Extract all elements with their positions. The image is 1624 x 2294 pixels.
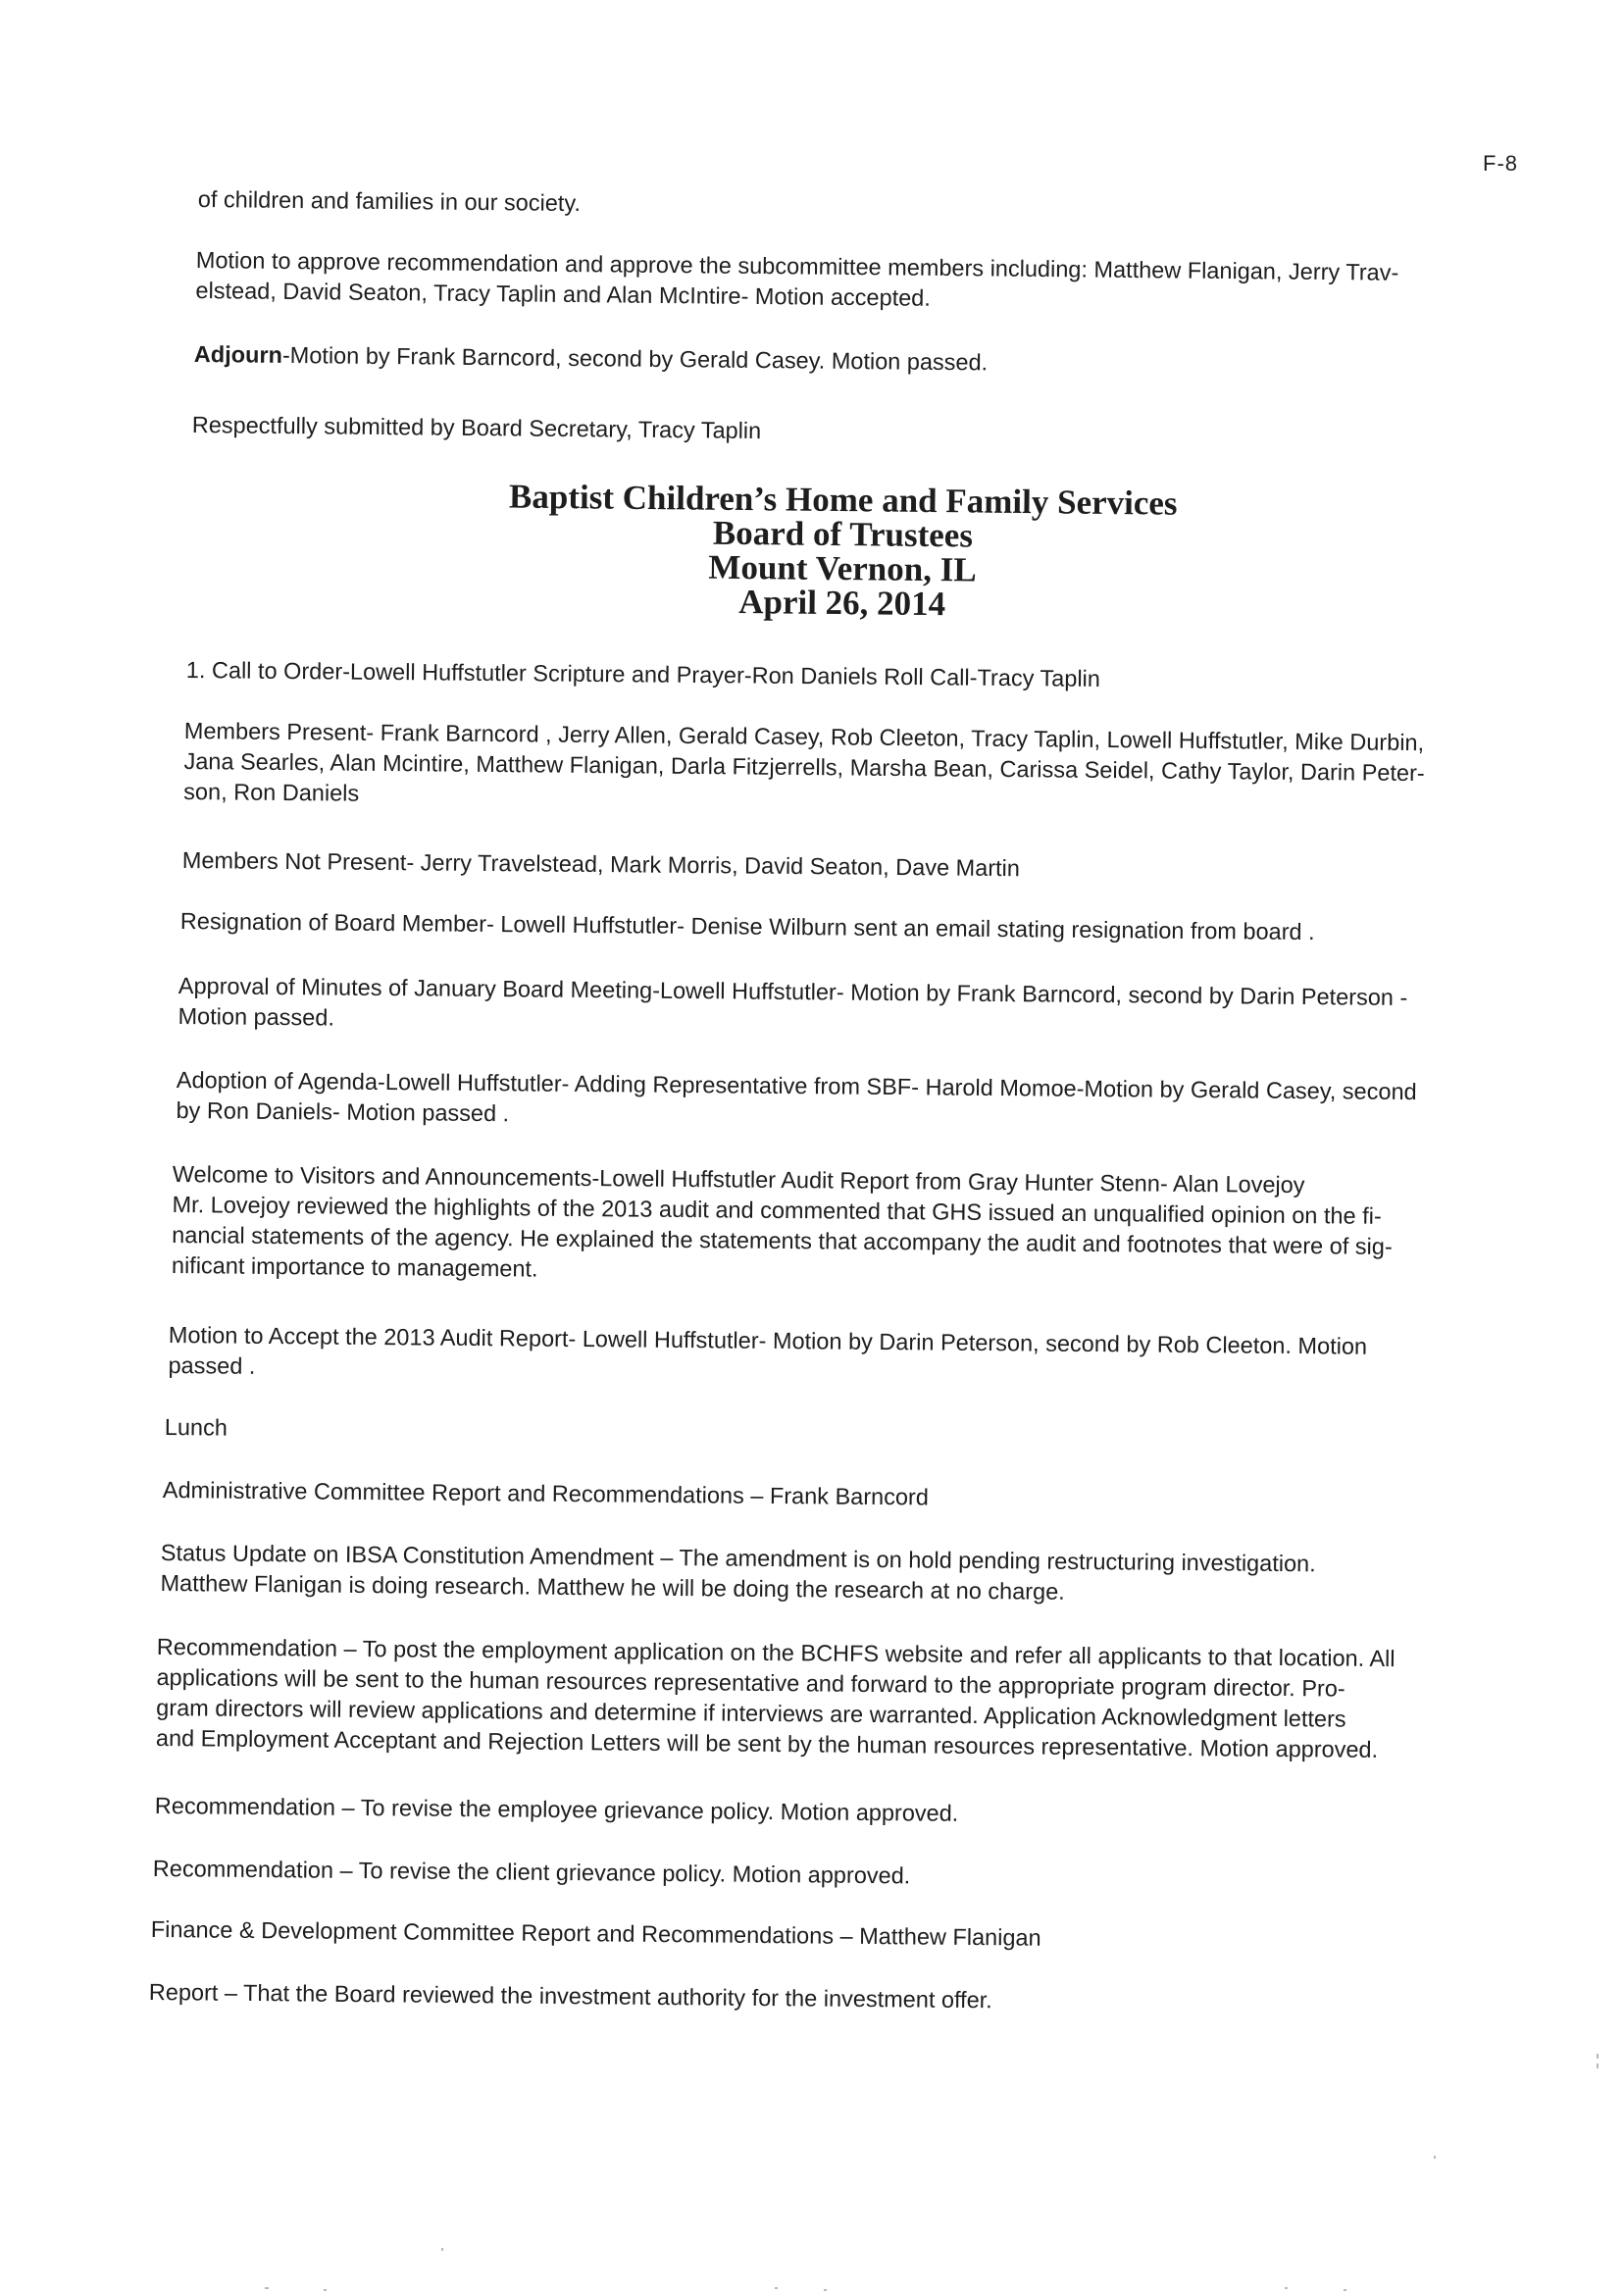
recommendation-employment-application xyxy=(156,1632,1396,1765)
page-number: F-8 xyxy=(1483,151,1518,176)
text-line: nancial statements of the agency. He explained the statements that accompany the audit and footnotes that were of sig- xyxy=(172,1221,1393,1259)
text-line: Recommendation – To revise the employee grievance policy. Motion approved. xyxy=(154,1792,959,1826)
scan-mark xyxy=(1597,2054,1599,2059)
text-line: nificant importance to management. xyxy=(171,1251,538,1282)
scan-mark xyxy=(1434,2156,1436,2159)
text-line: Mr. Lovejoy reviewed the highlights of the 2013 audit and commented that GHS issued an unqualified opinion on the fi- xyxy=(172,1191,1382,1229)
text-line: of children and families in our society. xyxy=(197,185,582,217)
text-line: Motion to Accept the 2013 Audit Report- Lowell Huffstutler- Motion by Darin Peterson, second by Rob Cleeton. Motion xyxy=(168,1321,1368,1359)
recommendation-employee-grievance xyxy=(155,1791,959,1829)
heading-organization: Baptist Children’s Home and Family Services xyxy=(508,477,1178,523)
text-line: by Ron Daniels- Motion passed . xyxy=(176,1096,510,1127)
scan-mark xyxy=(824,2289,827,2291)
text-line: Resignation of Board Member- Lowell Huffstutler- Denise Wilburn sent an email stating resignation from board . xyxy=(179,907,1315,945)
submitted-by xyxy=(192,410,762,446)
text-line: Status Update on IBSA Constitution Amendment – The amendment is on hold pending restructuring investigation. xyxy=(160,1539,1316,1577)
text-line: Finance & Development Committee Report and Recommendations – Matthew Flanigan xyxy=(150,1915,1041,1951)
text-line: Lunch xyxy=(164,1413,228,1441)
adjourn-label: Adjourn xyxy=(193,340,283,368)
text-line: and Employment Acceptant and Rejection Letters will be sent by the human resources representative. Motion approved. xyxy=(155,1724,1379,1762)
text-line: Members Present- Frank Barncord , Jerry Allen, Gerald Casey, Rob Cleeton, Tracy Taplin, Lowell Huffstutler, Mike Durbin, xyxy=(183,717,1425,756)
welcome-and-audit xyxy=(172,1159,1394,1293)
text-line: Report – That the Board reviewed the investment authority for the investment offer. xyxy=(148,1978,992,2014)
scan-mark xyxy=(265,2287,269,2289)
report-investment-authority xyxy=(149,1977,992,2015)
text-line: Recommendation – To revise the client grievance policy. Motion approved. xyxy=(152,1855,911,1889)
members-present xyxy=(183,716,1425,819)
text-line: 1. Call to Order-Lowell Huffstutler Scripture and Prayer-Ron Daniels Roll Call-Tracy Taplin xyxy=(185,656,1101,691)
heading-location: Mount Vernon, IL xyxy=(708,547,977,589)
adjourn-paragraph xyxy=(194,339,989,378)
status-update-ibsa xyxy=(160,1538,1315,1609)
motion-subcommittee xyxy=(195,245,1398,319)
text-line: Motion passed. xyxy=(178,1002,335,1031)
adjourn-text: -Motion by Frank Barncord, second by Gerald Casey. Motion passed. xyxy=(281,341,989,376)
lunch xyxy=(165,1412,228,1444)
text-line: gram directors will review applications and determine if interviews are warranted. Application Acknowledgment letters xyxy=(156,1694,1346,1732)
approval-of-minutes xyxy=(178,971,1407,1044)
scan-mark xyxy=(324,2289,327,2291)
recommendation-client-grievance xyxy=(153,1854,911,1891)
adoption-of-agenda xyxy=(176,1065,1416,1138)
scan-mark xyxy=(1285,2287,1288,2289)
scan-mark xyxy=(775,2287,778,2289)
text-line: elstead, David Seaton, Tracy Taplin and Alan McIntire- Motion accepted. xyxy=(195,277,931,311)
administrative-committee-report xyxy=(163,1475,929,1512)
members-not-present xyxy=(182,845,1020,884)
text-line: Motion to approve recommendation and approve the subcommittee members including: Matthew Flanigan, Jerry Trav- xyxy=(195,246,1399,285)
text-line: Adoption of Agenda-Lowell Huffstutler- Adding Representative from SBF- Harold Momoe-Motion by Gerald Casey, second xyxy=(176,1066,1417,1105)
scan-mark xyxy=(1344,2289,1346,2291)
motion-audit-report xyxy=(168,1320,1367,1393)
text-line: applications will be sent to the human resources representative and forward to the appropriate program director. Pro- xyxy=(156,1663,1345,1702)
resignation xyxy=(180,906,1315,947)
meeting-heading xyxy=(460,479,1226,624)
text-line: passed . xyxy=(168,1351,256,1379)
scan-mark xyxy=(1597,2064,1599,2068)
heading-date: April 26, 2014 xyxy=(737,582,946,624)
text-line: Jana Searles, Alan Mcintire, Matthew Flanigan, Darla Fitzjerrells, Marsha Bean, Carissa Seidel, Cathy Taylor, Darin Peter- xyxy=(183,747,1425,787)
text-line: Matthew Flanigan is doing research. Matthew he will be doing the research at no charge. xyxy=(160,1569,1065,1605)
text-line: Welcome to Visitors and Announcements-Lowell Huffstutler Audit Report from Gray Hunter Stenn- Alan Lovejoy xyxy=(172,1160,1305,1198)
continuation-text xyxy=(198,184,581,219)
text-line: Administrative Committee Report and Recommendations – Frank Barncord xyxy=(162,1476,930,1510)
heading-board: Board of Trustees xyxy=(712,513,974,555)
text-line: Respectfully submitted by Board Secretary, Tracy Taplin xyxy=(191,411,762,444)
text-line: Members Not Present- Jerry Travelstead, Mark Morris, David Seaton, Dave Martin xyxy=(181,846,1021,882)
scan-mark xyxy=(441,2248,443,2251)
call-to-order xyxy=(186,655,1100,694)
text-line: Recommendation – To post the employment application on the BCHFS website and refer all applicants to that location. All xyxy=(156,1633,1396,1672)
text-line: Approval of Minutes of January Board Meeting-Lowell Huffstutler- Motion by Frank Barncord, second by Darin Peterson - xyxy=(178,972,1408,1011)
text-line: son, Ron Daniels xyxy=(183,778,360,806)
finance-committee-report xyxy=(151,1914,1041,1954)
